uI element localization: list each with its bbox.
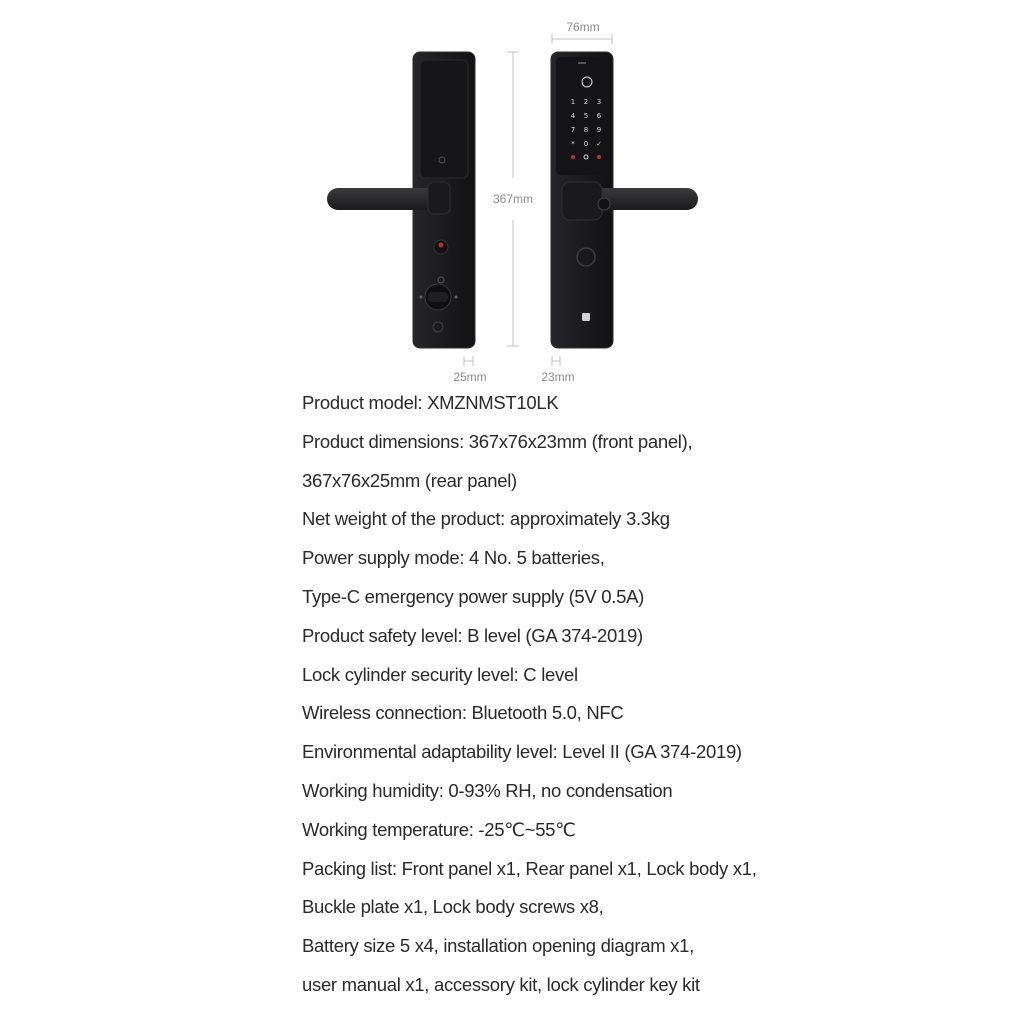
rear-panel xyxy=(327,52,475,348)
indicator-dot xyxy=(571,155,575,159)
front-depth-label: 23mm xyxy=(541,370,575,384)
spec-packing-list-3: Battery size 5 x4, installation opening diagram x1, xyxy=(302,935,694,957)
spec-dimensions: Product dimensions: 367x76x23mm (front panel), xyxy=(302,430,693,452)
width-label: 76mm xyxy=(566,20,600,34)
spec-humidity: Working humidity: 0-93% RH, no condensation xyxy=(302,779,673,801)
rear-depth-label: 25mm xyxy=(453,370,487,384)
keypad-key: 0 xyxy=(583,140,589,148)
keypad-key: 3 xyxy=(596,98,602,106)
keypad-key: 1 xyxy=(570,98,576,106)
spec-net-weight: Net weight of the product: approximately 3.3kg xyxy=(302,508,670,530)
spec-emergency-power: Type-C emergency power supply (5V 0.5A) xyxy=(302,585,645,607)
spec-environmental: Environmental adaptability level: Level II (GA 374-2019) xyxy=(302,741,742,763)
keypad-key: 5 xyxy=(583,112,589,120)
spec-dimensions-rear: 367x76x25mm (rear panel) xyxy=(302,469,517,491)
keypad-key: * xyxy=(571,140,575,148)
front-panel xyxy=(551,52,698,348)
keypad-key: 7 xyxy=(570,126,576,134)
spec-packing-list-4: user manual x1, accessory kit, lock cylinder key kit xyxy=(302,973,700,995)
spec-packing-list-2: Buckle plate x1, Lock body screws x8, xyxy=(302,896,604,918)
spec-wireless: Wireless connection: Bluetooth 5.0, NFC xyxy=(302,702,624,724)
spec-cylinder-security: Lock cylinder security level: C level xyxy=(302,663,578,685)
product-figure xyxy=(0,0,1024,390)
indicator-dot xyxy=(597,155,601,159)
height-label: 367mm xyxy=(492,192,534,206)
keypad-key: 8 xyxy=(583,126,589,134)
spec-packing-list: Packing list: Front panel x1, Rear panel x1, Lock body x1, xyxy=(302,857,757,879)
keypad-key: 6 xyxy=(596,112,602,120)
spec-temperature: Working temperature: -25℃~55℃ xyxy=(302,818,576,840)
keypad-key: 9 xyxy=(596,126,602,134)
keypad-key: 4 xyxy=(570,112,576,120)
keypad-key: 2 xyxy=(583,98,589,106)
spec-power-supply: Power supply mode: 4 No. 5 batteries, xyxy=(302,547,605,569)
spec-product-model: Product model: XMZNMST10LK xyxy=(302,392,559,413)
spec-safety-level: Product safety level: B level (GA 374-2019) xyxy=(302,624,643,646)
keypad-key: ✓ xyxy=(596,140,602,148)
spec-list xyxy=(302,384,757,1005)
